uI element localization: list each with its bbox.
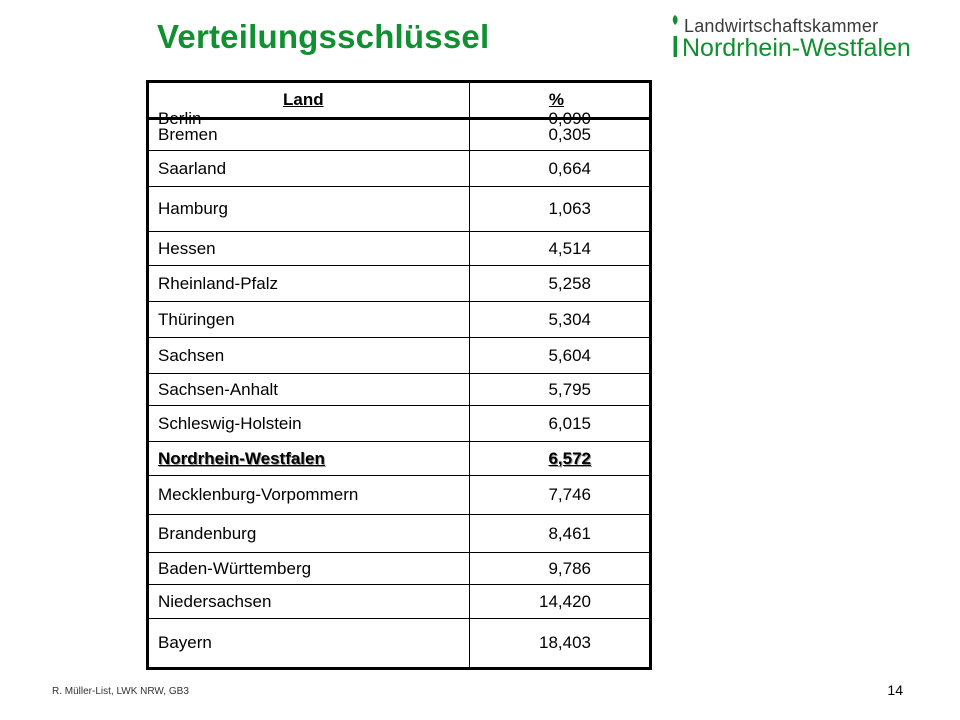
cell-land: Thüringen: [158, 309, 235, 329]
table-row: [149, 619, 649, 667]
cell-land: Brandenburg: [158, 523, 257, 543]
table-row: [149, 476, 649, 515]
cell-percent: 7,746: [548, 485, 591, 504]
cell-land: Schleswig-Holstein: [158, 413, 302, 433]
table-row: [149, 302, 649, 338]
table-row: [149, 338, 649, 374]
table-row: [149, 515, 649, 553]
cell-percent: 0,664: [548, 158, 591, 178]
table-row: [149, 406, 649, 442]
cell-land: Bayern: [158, 633, 212, 652]
cell-percent: 0,305: [548, 124, 591, 144]
logo-text-line1: Landwirtschaftskammer: [684, 16, 879, 36]
lwk-nrw-logo: [668, 14, 918, 64]
table-row: [149, 187, 649, 232]
page-title: Verteilungsschlüssel: [157, 18, 490, 55]
cell-percent: 5,795: [548, 379, 591, 399]
cell-percent: 6,572: [548, 448, 591, 468]
cell-percent: 18,403: [539, 633, 591, 652]
cell-percent: 5,258: [548, 273, 591, 293]
cell-percent: 4,514: [548, 238, 591, 258]
cell-percent: 9,786: [548, 558, 591, 578]
cell-land: Mecklenburg-Vorpommern: [158, 485, 359, 504]
cell-percent: 1,063: [548, 199, 591, 218]
table-row: [149, 151, 649, 187]
cell-land: Hamburg: [158, 199, 228, 218]
cell-land: Nordrhein-Westfalen: [158, 448, 325, 468]
cell-land: Niedersachsen: [158, 591, 272, 611]
cell-land: Baden-Württemberg: [158, 558, 312, 578]
cell-percent: 5,604: [548, 345, 591, 365]
cell-percent: 5,304: [548, 309, 591, 329]
header-land: Land: [283, 90, 324, 109]
leaf-logo-icon: [668, 14, 682, 58]
cell-land: Hessen: [158, 238, 216, 258]
cell-percent: 6,015: [548, 413, 591, 433]
table-row: [149, 266, 649, 302]
distribution-table: [146, 80, 652, 670]
footer-author: R. Müller-List, LWK NRW, GB3: [52, 686, 189, 697]
table-row: [149, 585, 649, 619]
cell-land: Rheinland-Pfalz: [158, 273, 279, 293]
cell-land: Sachsen: [158, 345, 225, 365]
table-row: [149, 442, 649, 476]
table-row: [149, 119, 649, 151]
table-row: [149, 232, 649, 266]
cell-land: Saarland: [158, 158, 227, 178]
page-number: 14: [887, 682, 903, 698]
logo-text-line2: Nordrhein-Westfalen: [682, 34, 911, 62]
cell-percent: 8,461: [548, 523, 591, 543]
header-percent: %: [548, 90, 564, 109]
cell-land: Sachsen-Anhalt: [158, 379, 279, 399]
table-row: [149, 374, 649, 406]
table-row: Berlin 0,090: [149, 119, 649, 120]
cell-land: Bremen: [158, 124, 218, 144]
cell-percent: 14,420: [539, 591, 591, 611]
table-row: [149, 553, 649, 585]
